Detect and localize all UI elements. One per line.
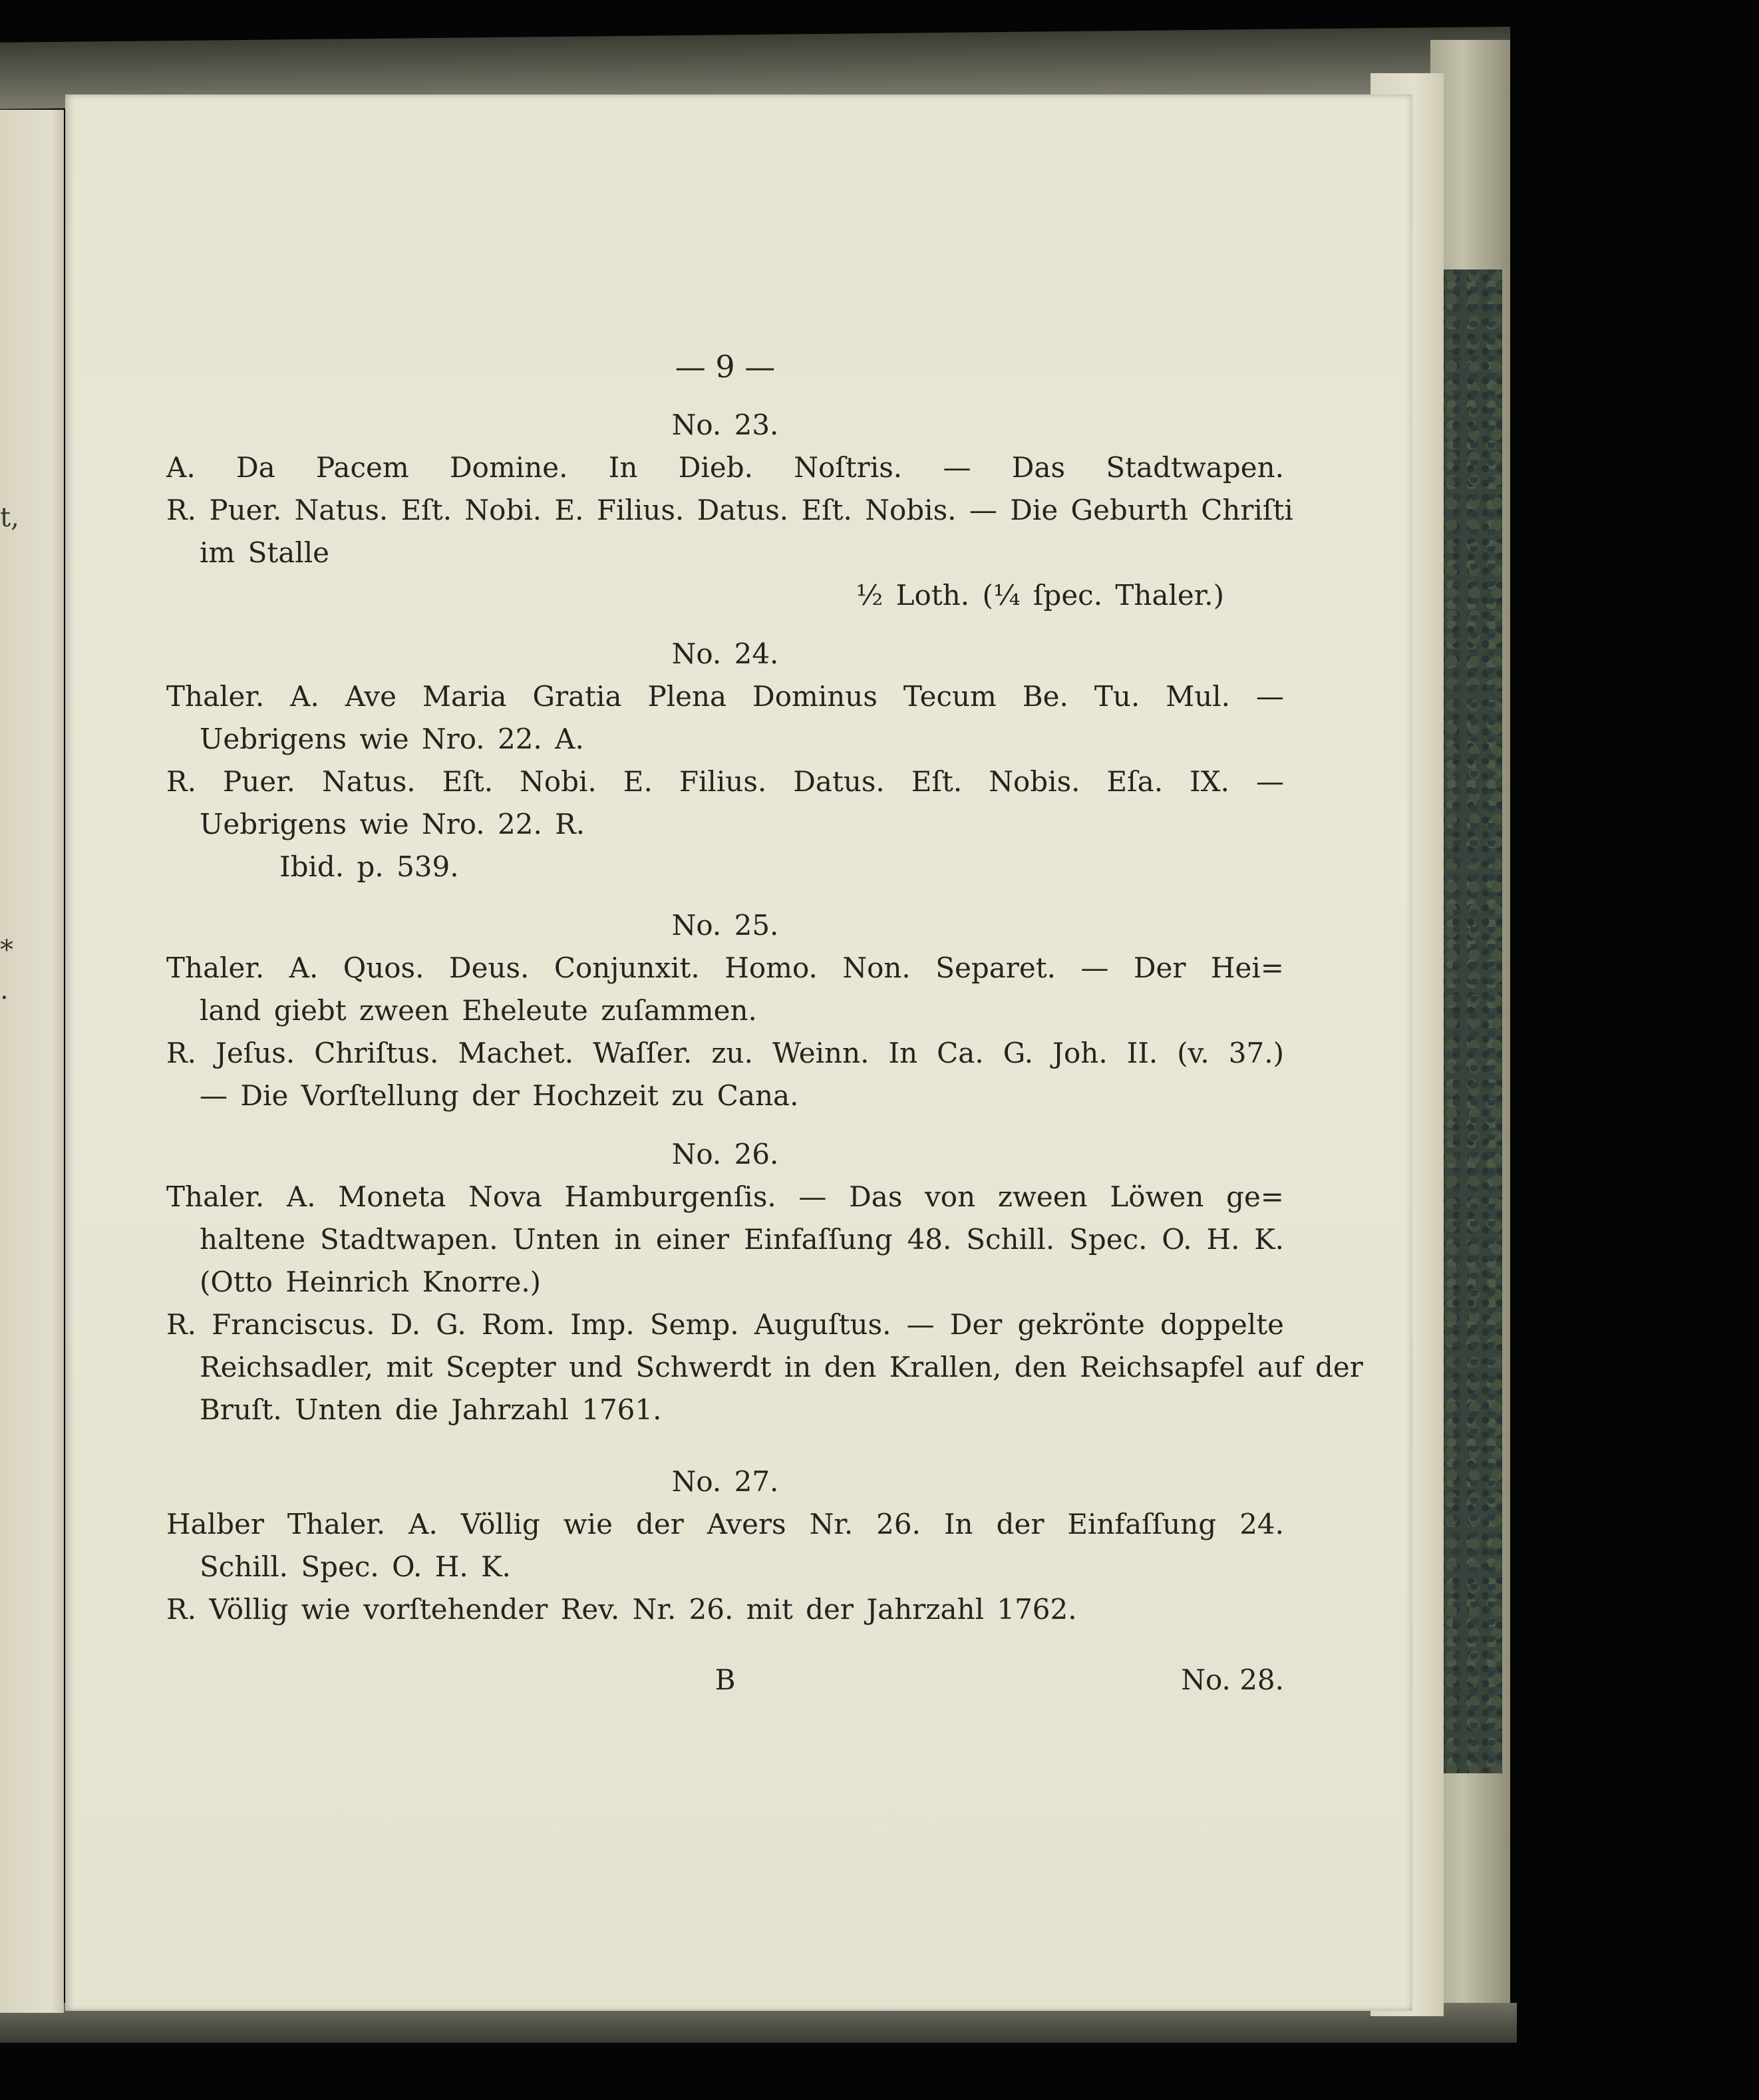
- page-text: [166, 404, 1363, 1631]
- entry-line: haltene Stadtwapen. Unten in einer Einfaſſung 48. Schill. Spec. O. H. K.: [200, 1223, 1284, 1256]
- entry-line: Uebrigens wie Nro. 22. R.: [200, 808, 585, 840]
- entry-line: Thaler. A. Quos. Deus. Conjunxit. Homo. Non. Separet. — Der Hei=: [166, 952, 1284, 984]
- page-number: — 9 —: [675, 349, 776, 385]
- entry-line: R. Puer. Natus. Eſt. Nobi. E. Filius. Datus. Eſt. Nobis. Eſa. IX. —: [166, 765, 1284, 798]
- entry-line: Halber Thaler. A. Völlig wie der Avers Nr. 26. In der Einfaſſung 24.: [166, 1508, 1284, 1540]
- entry-line: Uebrigens wie Nro. 22. A.: [200, 723, 584, 755]
- entry-line: R. Völlig wie vorſtehender Rev. Nr. 26. mit der Jahrzahl 1762.: [166, 1593, 1077, 1626]
- marbled-cover-board: [1436, 269, 1502, 1773]
- entry-line: A. Da Pacem Domine. In Dieb. Noſtris. — Das Stadtwapen.: [166, 451, 1284, 484]
- signature-mark: B: [715, 1663, 736, 1696]
- entry-line: Thaler. A. Ave Maria Gratia Plena Dominus Tecum Be. Tu. Mul. —: [166, 680, 1284, 713]
- left-mark: .: [0, 975, 9, 1005]
- entry-line: R. Jeſus. Chriſtus. Machet. Waſſer. zu. Weinn. In Ca. G. Joh. II. (v. 37.): [166, 1037, 1284, 1069]
- entry-line: Reichsadler, mit Scepter und Schwerdt in den Krallen, den Reichsapfel auf der: [200, 1351, 1363, 1383]
- entry-heading: No. 25.: [671, 909, 779, 942]
- entry-line: — Die Vorſtellung der Hochzeit zu Cana.: [200, 1079, 799, 1112]
- left-mark: t,: [0, 502, 19, 533]
- entry-heading: No. 27.: [671, 1465, 779, 1498]
- entry-line: land giebt zween Eheleute zuſammen.: [200, 994, 757, 1027]
- entry-heading: No. 23.: [671, 409, 779, 441]
- catchword: No. 28.: [1181, 1663, 1284, 1696]
- entry-line: Schill. Spec. O. H. K.: [200, 1550, 511, 1583]
- entry-line: im Stalle: [200, 536, 330, 569]
- entry-note: ½ Loth. (¼ ſpec. Thaler.): [856, 579, 1224, 612]
- entry-heading: No. 26.: [671, 1138, 779, 1170]
- entry-line: Ibid. p. 539.: [279, 850, 459, 883]
- entry-heading: No. 24.: [671, 637, 779, 670]
- left-mark: *: [0, 935, 13, 965]
- entry-line: Thaler. A. Moneta Nova Hamburgenſis. — Das von zween Löwen ge=: [166, 1180, 1284, 1213]
- entry-line: R. Franciscus. D. G. Rom. Imp. Semp. Auguſtus. — Der gekrönte doppelte: [166, 1308, 1284, 1341]
- left-facing-page: [0, 110, 64, 2013]
- right-page: [65, 94, 1412, 2011]
- entry-line: R. Puer. Natus. Eſt. Nobi. E. Filius. Datus. Eſt. Nobis. — Die Geburth Chriſti: [166, 494, 1293, 526]
- entry-line: (Otto Heinrich Knorre.): [200, 1266, 542, 1298]
- entry-line: Bruſt. Unten die Jahrzahl 1761.: [200, 1393, 662, 1426]
